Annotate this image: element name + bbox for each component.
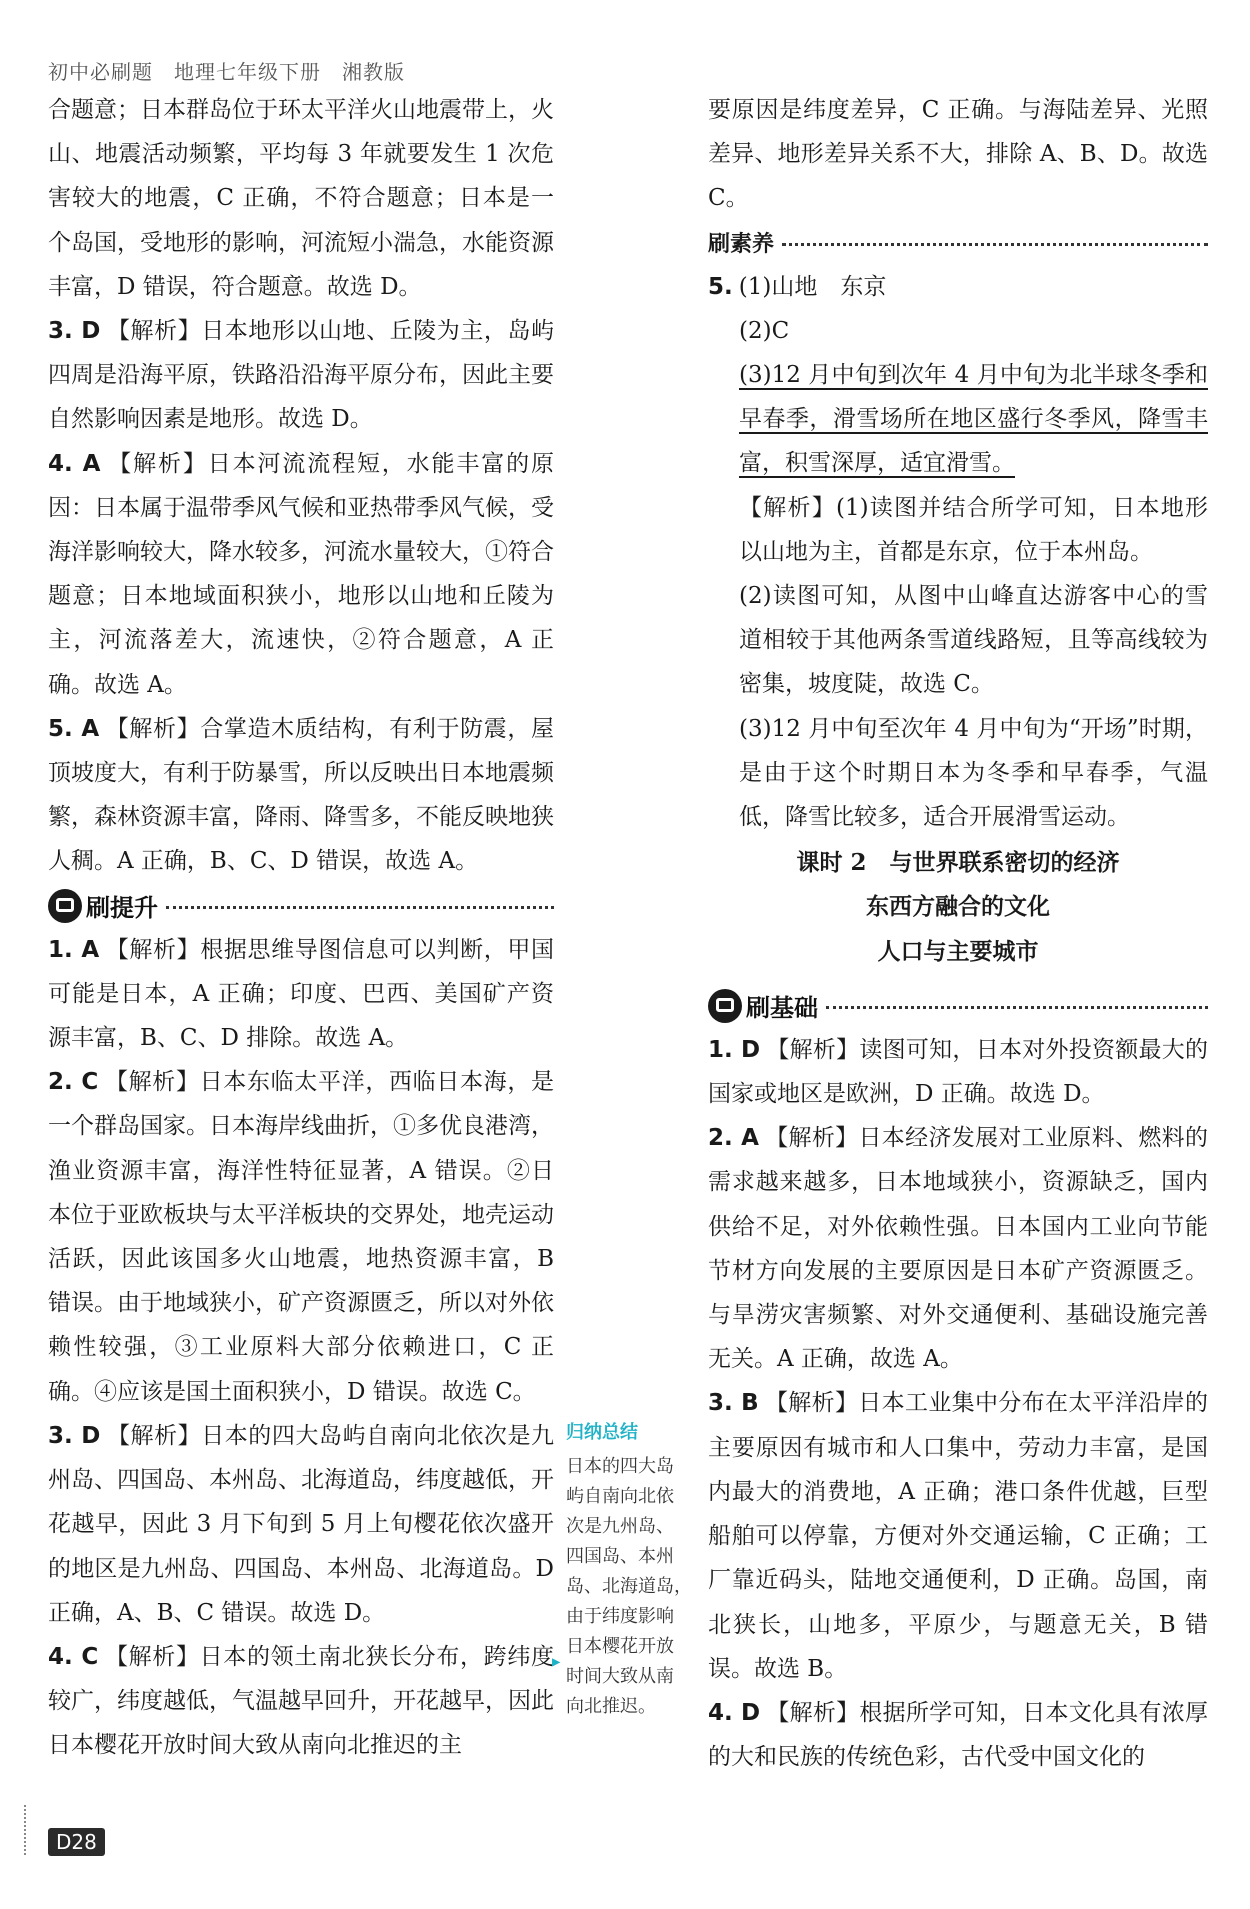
q5-part3-text: (3)12 月中旬到次年 4 月中旬为北半球冬季和早春季，滑雪场所在地区盛行冬季风，降雪丰富，积雪深厚，适宜滑雪。 <box>739 362 1208 477</box>
section-header-jichu <box>708 984 1208 1028</box>
answer-number: 4. C <box>48 1643 99 1670</box>
book-icon <box>708 989 742 1023</box>
sidenote-line: 日本的四大岛 <box>566 1456 674 1477</box>
q5-explain-3: (3)12 月中旬至次年 4 月中旬为“开场”时期，是由于这个时期日本为冬季和早春季，气温低，降雪比较多，适合开展滑雪运动。 <box>739 715 1208 831</box>
q5-part2: (2)C <box>739 317 790 344</box>
answer-number: 5. <box>708 273 733 300</box>
book-icon <box>48 889 82 923</box>
section-title: 刷素养 <box>708 232 775 258</box>
answer-list-b <box>48 928 554 1768</box>
answer-number: 3. D <box>48 1422 101 1449</box>
q5-explain-2: (2)读图可知，从图中山峰直达游客中心的雪道相较于其他两条雪道线路短，且等高线较为密集，坡度陡，故选 C。 <box>739 583 1208 698</box>
answer-item <box>48 309 554 442</box>
answer-item <box>48 1060 554 1414</box>
continued-paragraph: 合题意；日本群岛位于环太平洋火山地震带上，火山、地震活动频繁，平均每 3 年就要发生 1 次危害较大的地震，C 正确，不符合题意；日本是一个岛国，受地形的影响，河流短小湍急，水能资源丰富，D 错误，符合题意。故选 D。 <box>48 97 554 300</box>
answer-item <box>48 442 554 707</box>
dotted-divider <box>782 243 1208 246</box>
section-title: 刷提升 <box>86 894 158 923</box>
q5-part1: (1)山地 东京 <box>738 273 887 300</box>
answer-list-c <box>708 1028 1208 1779</box>
answer-text: 【解析】根据思维导图信息可以判断，甲国可能是日本，A 正确；印度、巴西、美国矿产资源丰富，B、C、D 排除。故选 A。 <box>48 936 554 1052</box>
answer-number: 1. A <box>48 936 100 963</box>
section-header-tisheng <box>48 884 554 928</box>
page-number: D28 <box>48 1828 105 1856</box>
answer-number: 4. A <box>48 450 101 477</box>
q5-part3 <box>708 353 1208 486</box>
answer-item <box>48 707 554 884</box>
lesson-title-line: 东西方融合的文化 <box>866 893 1050 921</box>
lesson-title-line: 人口与主要城市 <box>877 937 1039 965</box>
q5-answer-line <box>708 265 1208 309</box>
running-header: 初中必刷题 地理七年级下册 湘教版 <box>48 60 405 84</box>
lesson-title <box>708 841 1208 974</box>
sidenote-line: 向北推迟。 <box>566 1696 656 1717</box>
left-column <box>48 88 554 1768</box>
answer-text: 【解析】根据所学可知，日本文化具有浓厚的大和民族的传统色彩，古代受中国文化的 <box>708 1699 1209 1771</box>
answer-item <box>48 1414 554 1635</box>
answer-text: 【解析】日本工业集中分布在太平洋沿岸的主要原因有城市和人口集中，劳动力丰富，是国内最大的消费地，A 正确；港口条件优越，巨型船舶可以停靠，方便对外交通运输，C 正确；工厂靠近码头，陆地交通便利，D 正确。岛国，南北狭长，山地多，平原少，与题意无关，B 错误。故选 B。 <box>708 1390 1209 1682</box>
answer-number: 4. D <box>708 1699 761 1726</box>
right-column <box>708 88 1208 1779</box>
sidenote-line: 岛、北海道岛， <box>566 1576 692 1597</box>
section-title: 刷基础 <box>746 994 818 1023</box>
sidenote-line: 四国岛、本州 <box>566 1546 674 1567</box>
answer-number: 2. A <box>708 1125 759 1152</box>
answer-text: 【解析】日本的领土南北狭长分布，跨纬度较广，纬度越低，气温越早回升，开花越早，因此日本樱花开放时间大致从南向北推迟的主 <box>48 1643 554 1759</box>
answer-text: 【解析】日本东临太平洋，西临日本海，是一个群岛国家。日本海岸线曲折，①多优良港湾，渔业资源丰富，海洋性特征显著，A 错误。②日本位于亚欧板块与太平洋板块的交界处，地壳运动活跃，因此该国多火山地震，地热资源丰富，B 错误。由于地域狭小，矿产资源匮乏，所以对外依赖性较强，③工业原料大部分依赖进口，C 正确。④应该是国土面积狭小，D 错误。故选 C。 <box>48 1069 554 1405</box>
dotted-divider <box>826 1006 1208 1009</box>
answer-text: 【解析】日本地形以山地、丘陵为主，岛屿四周是沿海平原，铁路沿沿海平原分布，因此主要自然影响因素是地形。故选 D。 <box>48 318 555 433</box>
answer-item <box>708 1381 1208 1690</box>
answer-item <box>48 928 554 1061</box>
pointer-arrow-icon: ▶ <box>552 1654 561 1670</box>
answer-item <box>708 1028 1208 1116</box>
dotted-divider <box>166 906 554 909</box>
sidenote-line: 由于纬度影响 <box>566 1606 674 1627</box>
answer-text: 【解析】读图可知，日本对外投资额最大的国家或地区是欧洲，D 正确。故选 D。 <box>708 1036 1209 1108</box>
answer-text: 【解析】日本河流流程短，水能丰富的原因：日本属于温带季风气候和亚热带季风气候，受海洋影响较大，降水较多，河流水量较大，①符合题意；日本地域面积狭小，地形以山地和丘陵为主，河流落差大，流速快，②符合题意，A 正确。故选 A。 <box>48 450 554 698</box>
q5-explain-1: 【解析】(1)读图并结合所学可知，日本地形以山地为主，首都是东京，位于本州岛。 <box>739 494 1208 565</box>
section-header-suyang <box>708 221 1208 265</box>
sidenote-title: 归纳总结 <box>566 1422 638 1443</box>
answer-text: 【解析】合掌造木质结构，有利于防震，屋顶坡度大，有利于防暴雪，所以反映出日本地震频繁，森林资源丰富，降雨、降雪多，不能反映地狭人稠。A 正确，B、C、D 错误，故选 A。 <box>48 715 554 875</box>
answer-number: 3. D <box>48 318 101 345</box>
answer-text: 【解析】日本的四大岛屿自南向北依次是九州岛、四国岛、本州岛、北海道岛，纬度越低，开花越早，因此 3 月下旬到 5 月上旬樱花依次盛开的地区是九州岛、四国岛、本州岛、北海道岛。D 正确，A、B、C 错误。故选 D。 <box>48 1422 555 1626</box>
summary-sidenote <box>552 1418 696 1722</box>
answer-item <box>48 1635 554 1768</box>
sidenote-line: 次是九州岛、 <box>566 1516 674 1537</box>
sidenote-line: 屿自南向北依 <box>566 1486 674 1507</box>
answer-text: 【解析】日本经济发展对工业原料、燃料的需求越来越多，日本地域狭小，资源缺乏，国内供给不足，对外依赖性强。日本国内工业向节能节材方向发展的主要原因是日本矿产资源匮乏。与旱涝灾害频繁、对外交通便利、基础设施完善无关。A 正确，故选 A。 <box>708 1125 1208 1373</box>
answer-number: 5. A <box>48 715 100 742</box>
sidenote-line: 时间大致从南 <box>566 1666 674 1687</box>
continued-paragraph: 要原因是纬度差异，C 正确。与海陆差异、光照差异、地形差异关系不大，排除 A、B、D。故选 C。 <box>708 97 1208 212</box>
corner-mark <box>24 1805 38 1855</box>
answer-item <box>708 1691 1208 1779</box>
sidenote-line: 日本樱花开放 <box>566 1636 674 1657</box>
answer-number: 3. B <box>708 1390 759 1417</box>
answer-list-a <box>48 309 554 884</box>
answer-item <box>708 1116 1208 1381</box>
answer-number: 2. C <box>48 1069 99 1096</box>
lesson-title-line: 课时 2 与世界联系密切的经济 <box>796 849 1120 877</box>
answer-number: 1. D <box>708 1036 761 1063</box>
